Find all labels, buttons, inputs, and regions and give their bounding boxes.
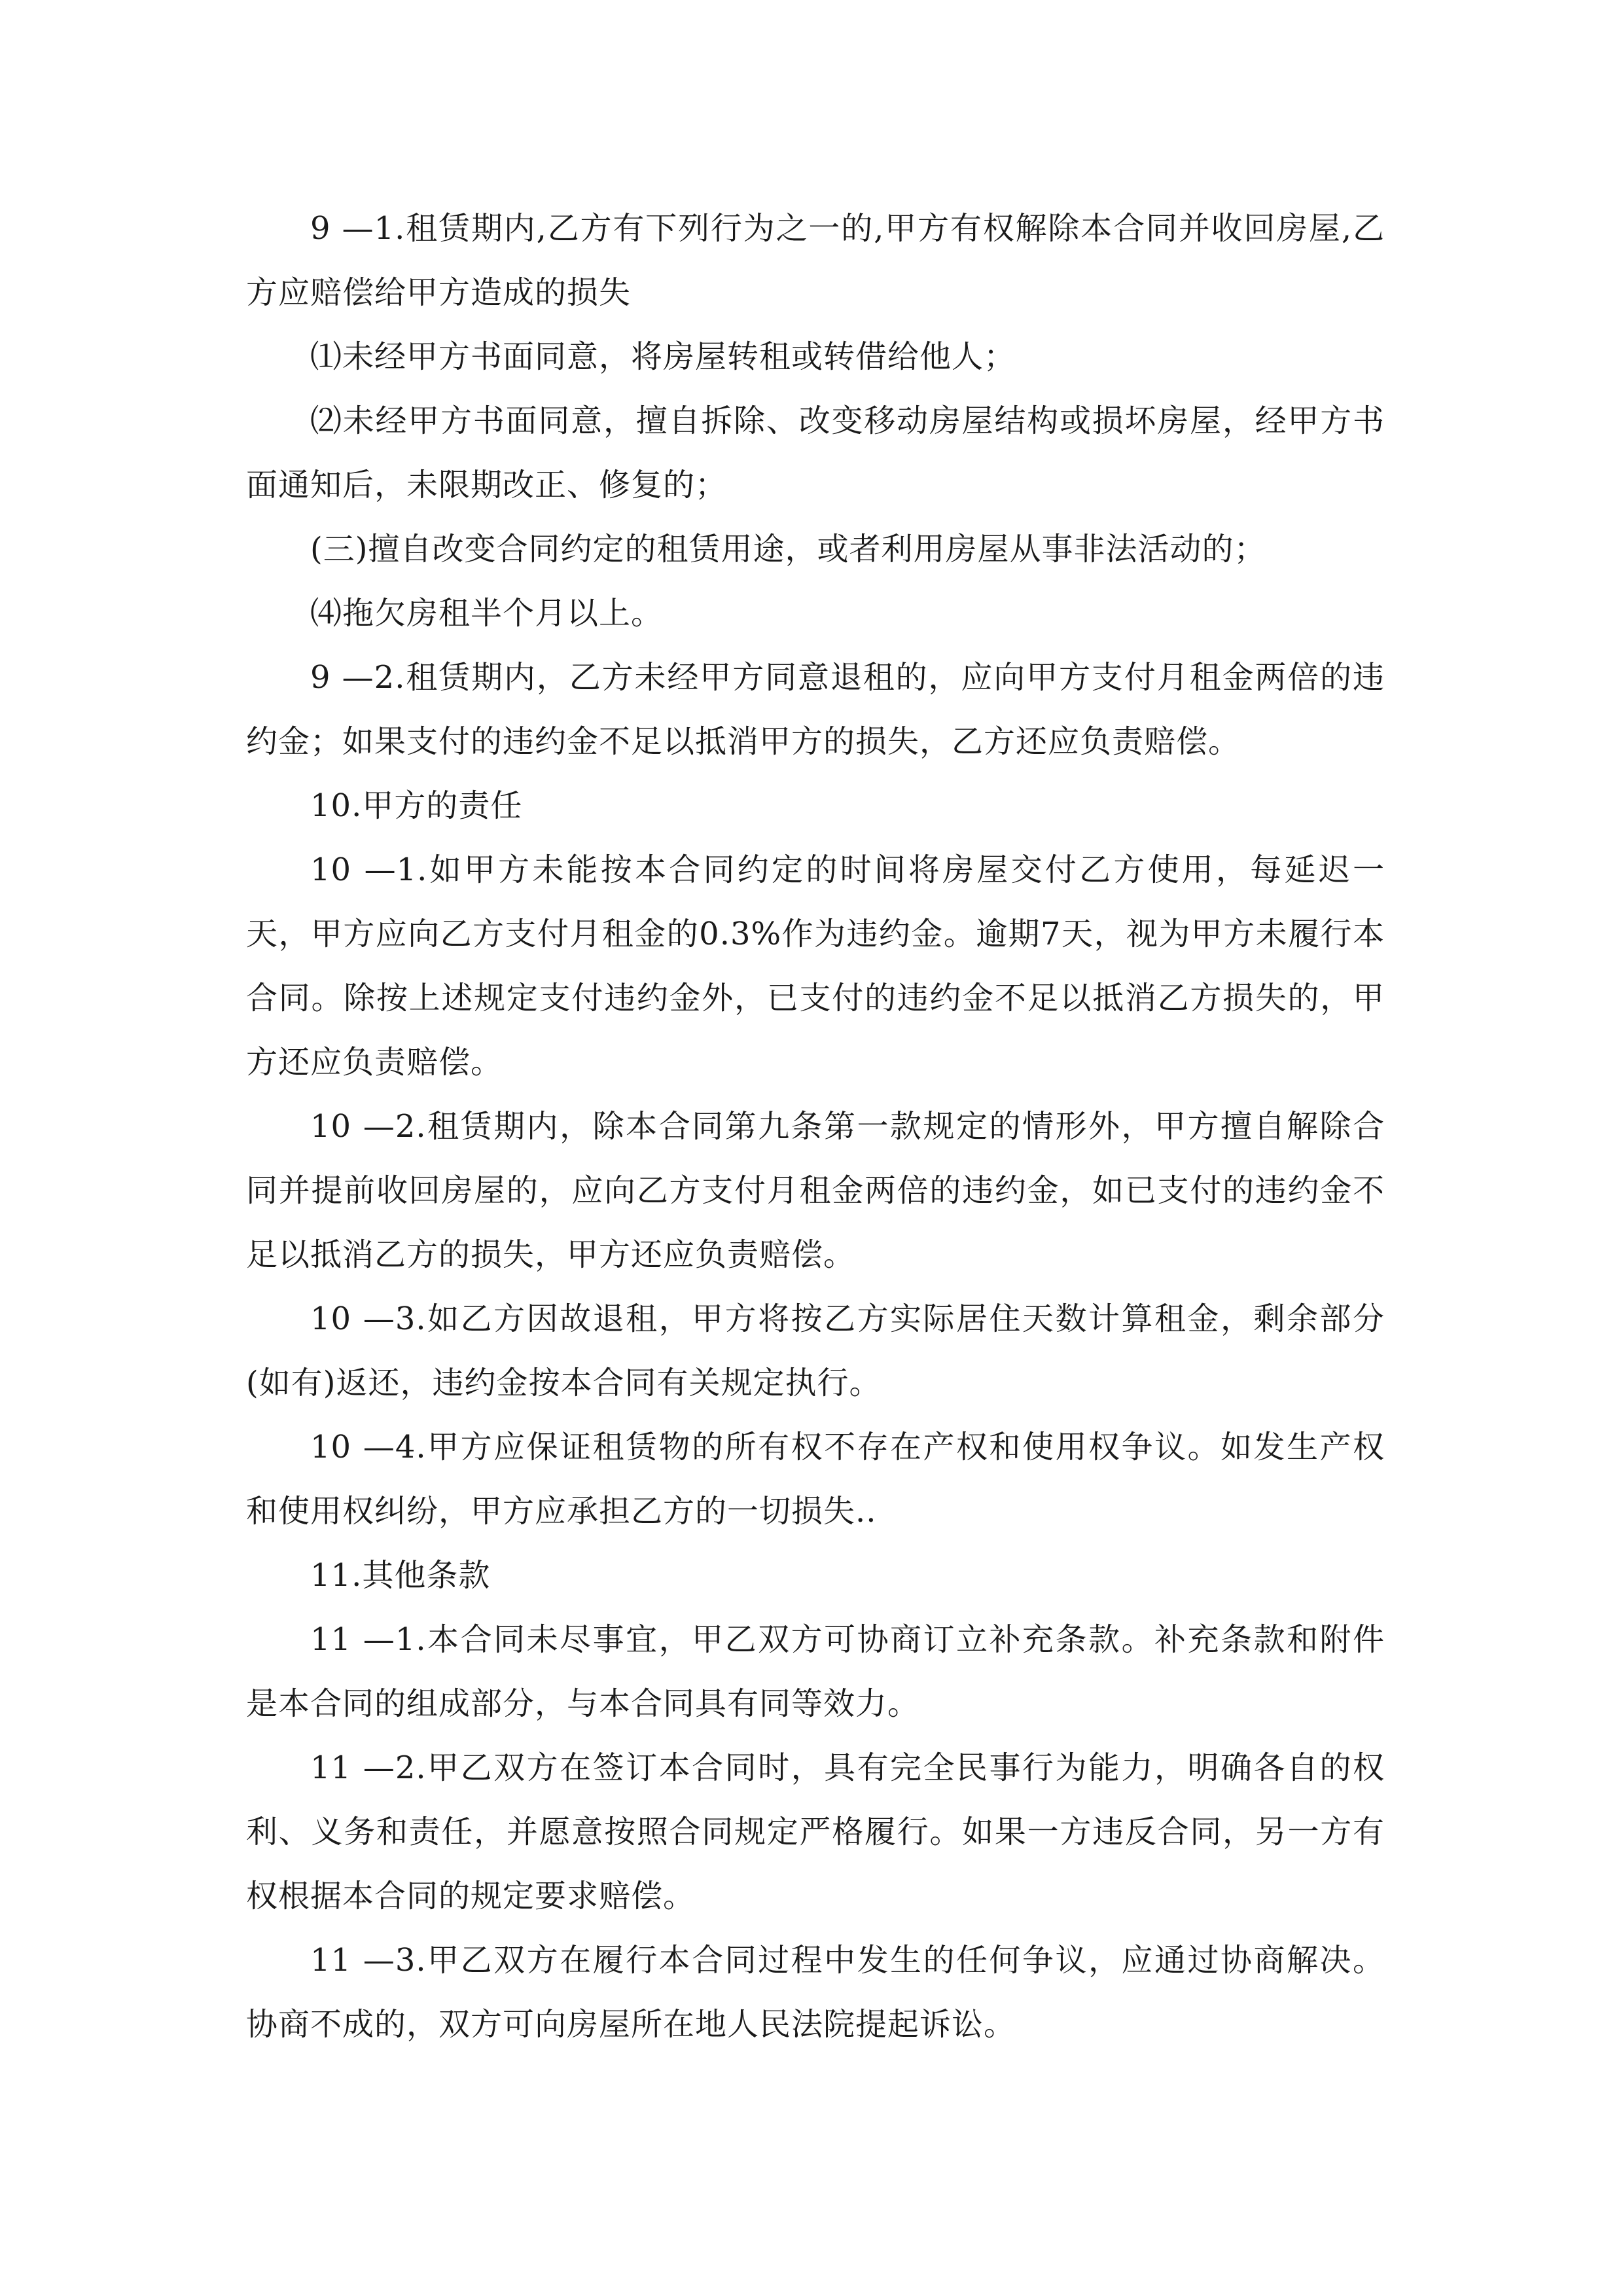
clause-10-3: 10 —3.如乙方因故退租，甲方将按乙方实际居住天数计算租金，剩余部分(如有)返还，违约金按本合同有关规定执行。 (246, 1300, 1385, 1401)
clause-10-1: 10 —1.如甲方未能按本合同约定的时间将房屋交付乙方使用，每延迟一天，甲方应向乙方支付月租金的0.3%作为违约金。逾期7天，视为甲方未履行本合同。除按上述规定支付违约金外，已支付的违约金不足以抵消乙方损失的，甲方还应负责赔偿。 (246, 852, 1385, 1081)
clause-9-1-item-4: ⑷拖欠房租半个月以上。 (310, 595, 664, 632)
clause-10-4: 10 —4.甲方应保证租赁物的所有权不存在产权和使用权争议。如发生产权和使用权纠纷，甲方应承担乙方的一切损失.. (246, 1429, 1385, 1530)
clause-9-2: 9 —2.租赁期内，乙方未经甲方同意退租的，应向甲方支付月租金两倍的违约金；如果支付的违约金不足以抵消甲方的损失，乙方还应负责赔偿。 (246, 659, 1385, 760)
clause-11-1: 11 —1.本合同未尽事宜，甲乙双方可协商订立补充条款。补充条款和附件是本合同的组成部分，与本合同具有同等效力。 (246, 1621, 1385, 1722)
document-page (246, 196, 1385, 2056)
section-10-heading: 10.甲方的责任 (310, 787, 523, 824)
clause-11-2: 11 —2.甲乙双方在签订本合同时，具有完全民事行为能力，明确各自的权利、义务和责任，并愿意按照合同规定严格履行。如果一方违反合同，另一方有权根据本合同的规定要求赔偿。 (246, 1749, 1385, 1914)
clause-9-1-item-1: ⑴未经甲方书面同意，将房屋转租或转借给他人； (310, 338, 1016, 375)
clause-9-1-item-2: ⑵未经甲方书面同意，擅自拆除、改变移动房屋结构或损坏房屋，经甲方书面通知后，未限期改正、修复的； (246, 403, 1385, 503)
clause-9-1-item-3: (三)擅自改变合同约定的租赁用途，或者利用房屋从事非法活动的； (310, 531, 1266, 567)
section-11-heading: 11.其他条款 (310, 1557, 491, 1594)
clause-11-3: 11 —3.甲乙双方在履行本合同过程中发生的任何争议，应通过协商解决。协商不成的，双方可向房屋所在地人民法院提起诉讼。 (246, 1942, 1385, 2043)
clause-10-2: 10 —2.租赁期内，除本合同第九条第一款规定的情形外，甲方擅自解除合同并提前收回房屋的，应向乙方支付月租金两倍的违约金，如已支付的违约金不足以抵消乙方的损失，甲方还应负责赔偿。 (246, 1108, 1385, 1273)
clause-9-1: 9 —1.租赁期内,乙方有下列行为之一的,甲方有权解除本合同并收回房屋,乙方应赔偿给甲方造成的损失 (246, 210, 1385, 311)
